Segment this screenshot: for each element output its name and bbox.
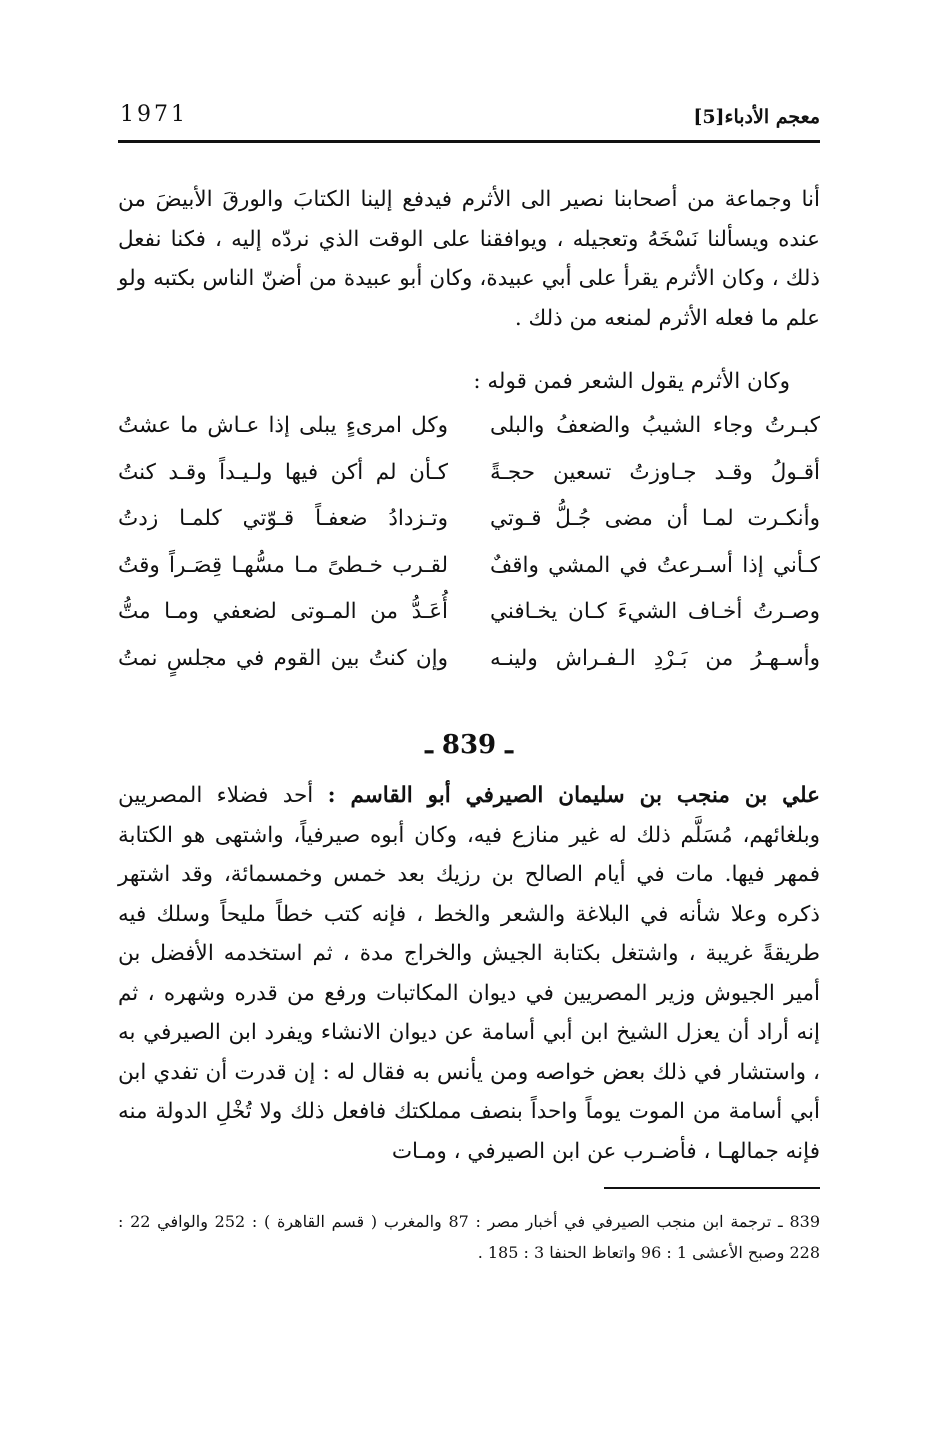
- poem-verse: [118, 639, 820, 686]
- verse-second-hemistich: وإن كنتُ بين القوم في مجلسٍ نمتُ: [118, 645, 448, 671]
- poem-verse: [118, 406, 820, 453]
- verse-first-hemistich: وأسـهـرُ من بَـرْدِ الـفـراش ولينـه: [490, 645, 820, 671]
- verse-second-hemistich: وتـزدادُ ضعفـاً قـوّتي كلمـا زدتُ: [118, 506, 448, 531]
- entry-number: ـ 839 ـ: [425, 730, 513, 760]
- verse-first-hemistich: كـأني إذا أسـرعتُ في المشي واقفٌ: [490, 552, 820, 578]
- poem-verse: [118, 453, 820, 500]
- book-title: معجم الأدباء[5]: [693, 106, 820, 128]
- paragraph-continuation: أنا وجماعة من أصحابنا نصير الى الأثرم فيدفع إلينا الكتابَ والورقَ الأبيضَ من عنده ويسألنا نَسْخَهُ وتعجيله ، ويوافقنا على الوقت الذي نردّه إليه ، فكنا نفعل ذلك ، وكان الأثرم يقرأ على أبي عبيدة، وكان أبو عبيدة من أضنّ الناس بكتبه ولو علم ما فعله الأثرم لمنعه من ذلك .: [118, 187, 820, 331]
- verse-second-hemistich: وكل امرىءٍ يبلى إذا عـاش ما عشتُ: [118, 413, 448, 438]
- footnote-divider: [604, 1187, 820, 1189]
- entry-subject-name: علي بن منجب بن سليمان الصيرفي أبو القاسم :: [327, 783, 820, 808]
- verse-first-hemistich: وأنكـرت لمـا أن مضى جُـلُّ قـوتي: [490, 506, 820, 531]
- verse-first-hemistich: كبـرتُ وجاء الشيبُ والضعفُ والبلى: [490, 413, 820, 438]
- poem-verse: [118, 546, 820, 593]
- verse-first-hemistich: أقـولُ وقـد جـاوزتُ تسعين حجـةً: [490, 459, 820, 485]
- poem-verse: [118, 499, 820, 546]
- poem-verse: [118, 592, 820, 639]
- verse-second-hemistich: أُعَـدُّ من المـوتى لضعفي ومـا متُّ: [118, 599, 448, 624]
- poem: [118, 406, 820, 685]
- entry-body: أحد فضلاء المصريين وبلغائهم، مُسَلَّم ذلك له غير منازع فيه، وكان أبوه صيرفياً، واشتهى هو الكتابة فمهر فيها. مات في أيام الصالح بن رزيك بعد خمس وخمسمائة، وقد اشتهر ذكره وعلا شأنه في البلاغة والشعر والخط ، فإنه كتب خطاً مليحاً وسلك فيه طريقةً غريبة ، واشتغل بكتابة الجيش والخراج مدة ، ثم استخدمه الأفضل بن أمير الجيوش وزير المصريين في ديوان المكاتبات ورفع من قدره وشهره ، ثم إنه أراد أن يعزل الشيخ ابن أبي أسامة عن ديوان الانشاء ويفرد ابن الصيرفي به ، واستشار في ذلك بعض خواصه ومن يأنس به فقال له : إن قدرت أن تفدي ابن أبي أسامة من الموت يوماً واحداً بنصف مملكتك فافعل ذلك ولا تُخْلِ الدولة منه فإنه جمالهـا ، فأضـرب عن ابن الصيرفي ، ومـات: [118, 783, 820, 1164]
- poem-intro: وكان الأثرم يقول الشعر فمن قوله :: [473, 369, 790, 394]
- footnote: 839 ـ ترجمة ابن منجب الصيرفي في أخبار مصر : 87 والمغرب ( قسم القاهرة ) : 252 والوافي 22 : 228 وصبح الأعشى 1 : 96 واتعاظ الحنفا 3 : 185 .: [118, 1212, 820, 1262]
- biography-entry: [118, 776, 820, 1171]
- verse-second-hemistich: لقـرب خـطىً مـا مسُّهـا قِصَـراً وقتُ: [118, 552, 448, 578]
- verse-first-hemistich: وصـرتُ أخـاف الشيءَ كـان يخـافني: [490, 599, 820, 624]
- verse-second-hemistich: كـأن لم أكن فيها ولـيـداً وقـد كنتُ: [118, 459, 448, 485]
- page-number: 1971: [120, 102, 188, 127]
- running-header: [118, 100, 820, 143]
